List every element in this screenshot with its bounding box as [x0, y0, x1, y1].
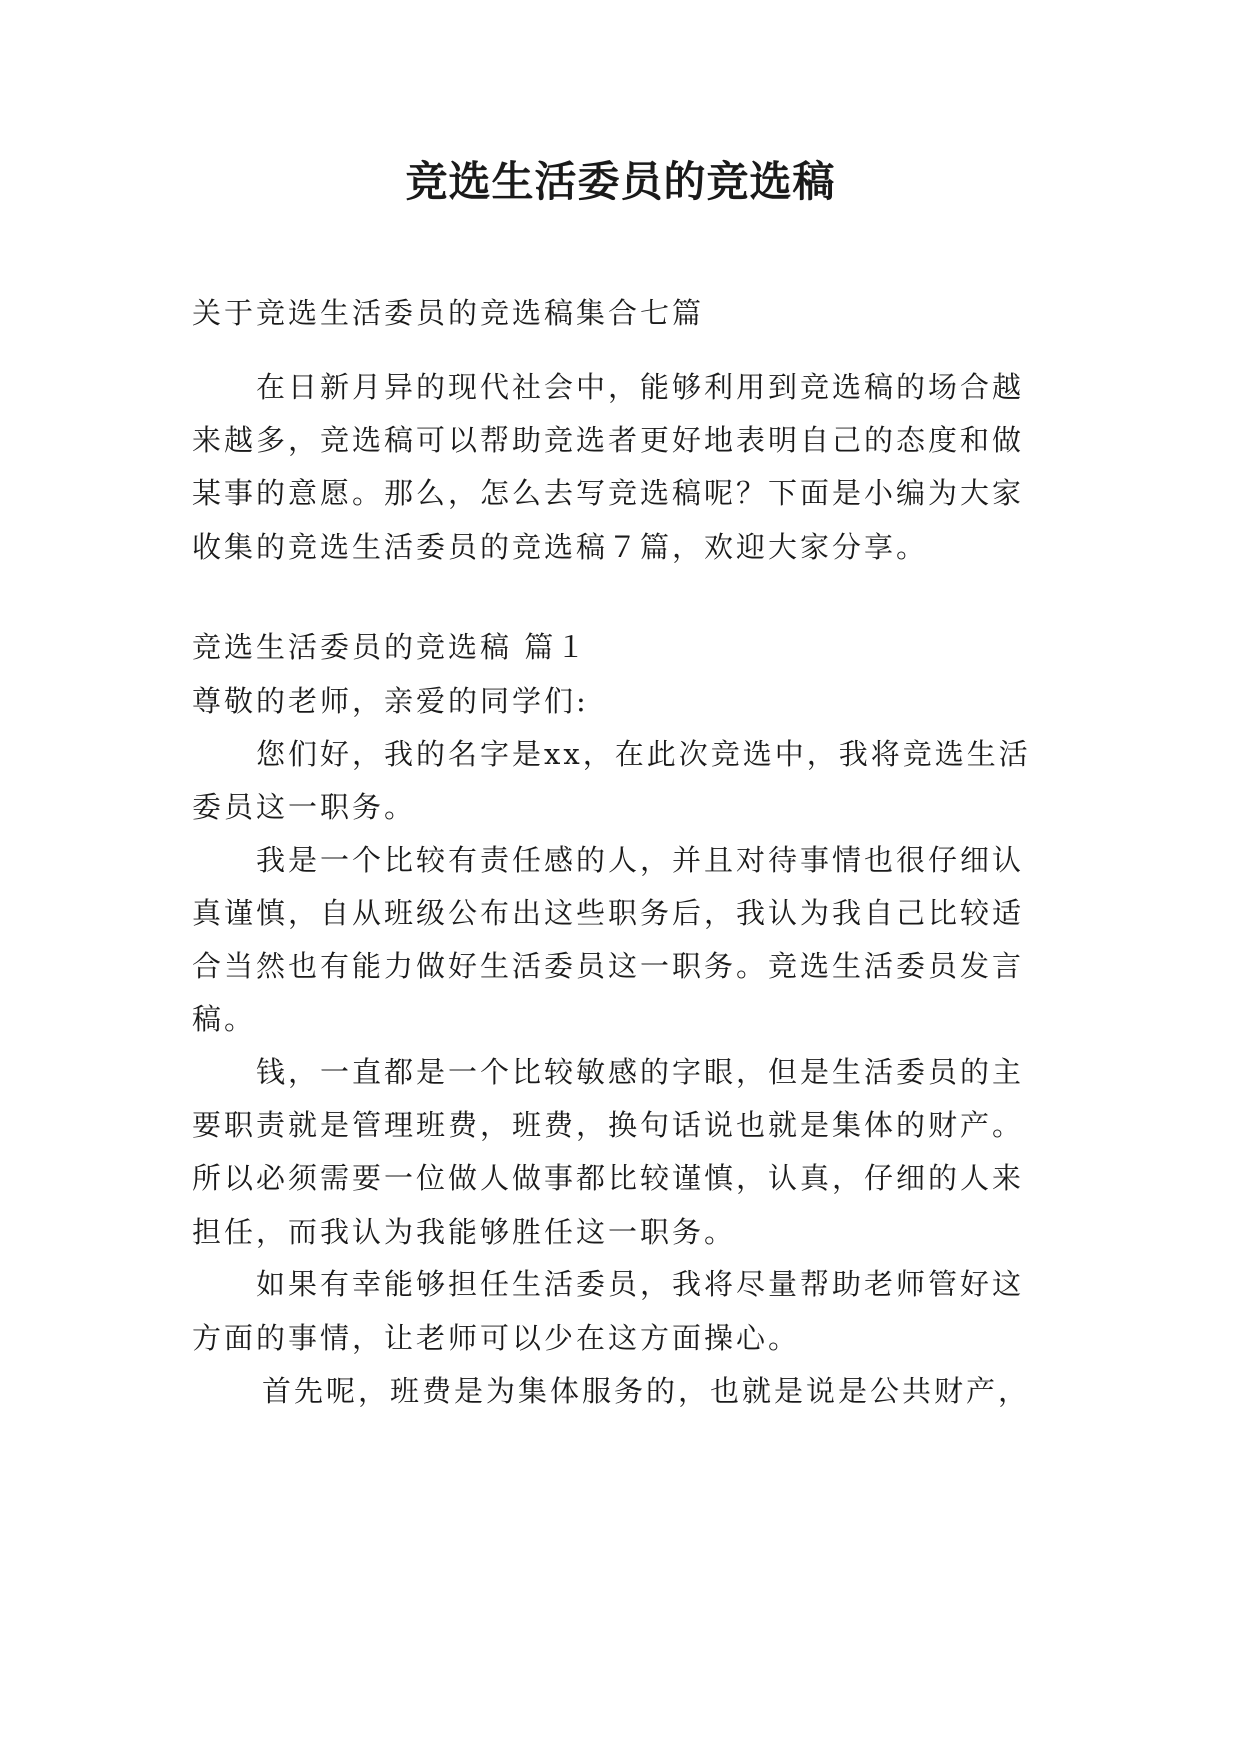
- paragraph-line: 首先呢，班费是为集体服务的，也就是说是公共财产，: [262, 1374, 1031, 1408]
- paragraph-line: 合当然也有能力做好生活委员这一职务。竞选生活委员发言: [192, 949, 1025, 983]
- subtitle-line: 关于竞选生活委员的竞选稿集合七篇: [192, 296, 705, 330]
- section-heading: 竞选生活委员的竞选稿 篇１: [192, 630, 589, 664]
- paragraph-line: 稿。: [192, 1002, 257, 1036]
- paragraph-line: 我是一个比较有责任感的人，并且对待事情也很仔细认: [256, 843, 1025, 877]
- paragraph-line: 真谨慎，自从班级公布出这些职务后，我认为我自己比较适: [192, 896, 1025, 930]
- salutation-line: 尊敬的老师，亲爱的同学们:: [192, 684, 589, 718]
- paragraph-line: 要职责就是管理班费，班费，换句话说也就是集体的财产。: [192, 1108, 1025, 1142]
- paragraph-line: 收集的竞选生活委员的竞选稿７篇，欢迎大家分享。: [192, 530, 929, 564]
- paragraph-line: 您们好，我的名字是xx，在此次竞选中，我将竞选生活: [256, 737, 1031, 771]
- paragraph-line: 如果有幸能够担任生活委员，我将尽量帮助老师管好这: [256, 1267, 1025, 1301]
- paragraph-line: 委员这一职务。: [192, 790, 417, 824]
- paragraph-line: 某事的意愿。那么，怎么去写竞选稿呢？下面是小编为大家: [192, 476, 1025, 510]
- paragraph-line: 方面的事情，让老师可以少在这方面操心。: [192, 1321, 801, 1355]
- paragraph-line: 钱，一直都是一个比较敏感的字眼，但是生活委员的主: [256, 1055, 1025, 1089]
- paragraph-line: 所以必须需要一位做人做事都比较谨慎，认真，仔细的人来: [192, 1161, 1025, 1195]
- paragraph-line: 来越多，竞选稿可以帮助竞选者更好地表明自己的态度和做: [192, 423, 1025, 457]
- document-title: 竞选生活委员的竞选稿: [405, 157, 836, 206]
- paragraph-line: 在日新月异的现代社会中，能够利用到竞选稿的场合越: [256, 370, 1025, 404]
- paragraph-line: 担任，而我认为我能够胜任这一职务。: [192, 1215, 737, 1249]
